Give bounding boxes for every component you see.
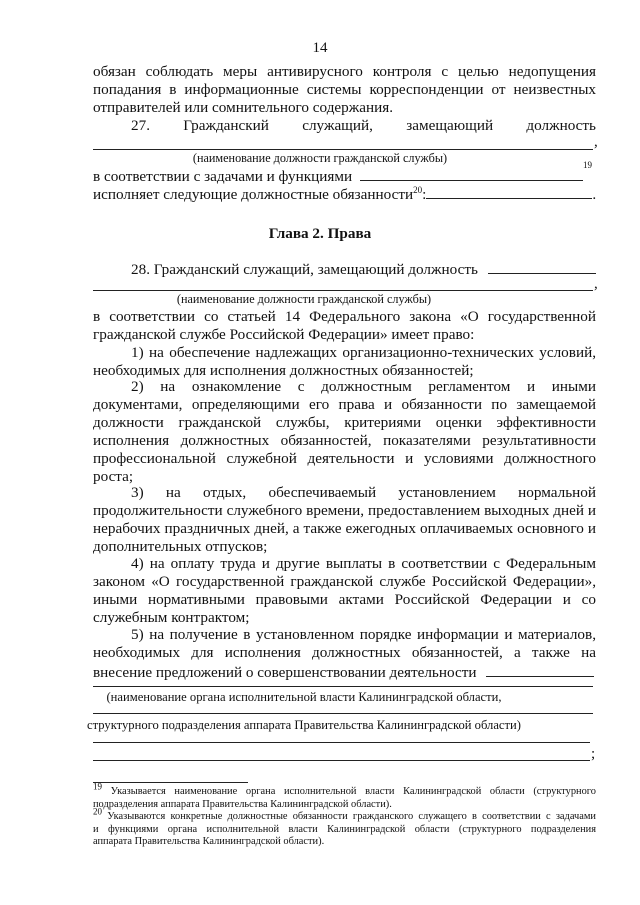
item-28-line-1-text: 28. Гражданский служащий, замещающий должность (131, 261, 478, 278)
item-28-line-2: в соответствии со статьей 14 Федерального закона «О государственной (93, 308, 596, 325)
item-27-colon: : (422, 186, 427, 203)
right-2-line-2: документами, определяющими его права и обязанности по замещаемой (93, 396, 596, 413)
right-2-line-3: должности гражданской службы, критериями оценки эффективности (93, 414, 596, 431)
right-2-line-4: исполнения должностных обязанностей, показателями результативности (93, 432, 596, 449)
item-28-line-end: , (594, 276, 598, 292)
item-27-line-2-text: в соответствии с задачами и функциями (93, 168, 353, 185)
item-27-line-3-end: . (592, 186, 596, 203)
item-28-caption: (наименование должности гражданской службы) (176, 292, 432, 306)
org-caption-2: структурного подразделения аппарата Правительства Калининградской области) (87, 718, 521, 732)
footnote-19-mark: 19 (93, 781, 102, 792)
item-27-caption: (наименование должности гражданской службы) (192, 151, 448, 165)
footnote-ref-20: 20 (413, 184, 423, 195)
item-27-line-end: , (594, 134, 598, 150)
footnote-20-mark: 20 (93, 806, 102, 817)
right-1-line-2: необходимых для исполнения должностных обязанностей; (93, 362, 474, 379)
chapter-heading: Глава 2. Права (268, 225, 372, 242)
footnote-ref-19: 19 (583, 160, 592, 170)
intro-line-1: обязан соблюдать меры антивирусного контроля с целью недопущения (93, 63, 596, 80)
item-27-position-blank (93, 149, 593, 150)
org-blank-3 (93, 742, 590, 743)
item-27-word-1: Гражданский (183, 117, 269, 134)
footnote-19-line-1 (93, 781, 596, 799)
right-3-line-4: дополнительных отпусков; (93, 538, 268, 555)
item-27-word-4: должность (526, 117, 596, 134)
right-4-line-1: 4) на оплату труда и другие выплаты в соответствии с Федеральным (131, 555, 596, 572)
activity-blank-1 (486, 662, 594, 677)
item-27-number: 27. (131, 117, 150, 134)
org-blank-1 (93, 686, 593, 687)
page-number: 14 (312, 40, 328, 56)
org-caption-1: (наименование органа исполнительной власти Калининградской области, (106, 690, 502, 704)
right-4-line-4: служебным контрактом; (93, 609, 250, 626)
org-blank-2 (93, 713, 593, 714)
right-4-line-3: иными нормативными правовыми актами Российской Федерации и со (93, 591, 596, 608)
footnote-separator (93, 782, 248, 783)
right-3-line-1: 3) на отдых, обеспечиваемый установлением нормальной (131, 484, 596, 501)
item-28-position-blank-2 (93, 290, 593, 291)
item-27-line-3-text: исполняет следующие должностные обязанности (93, 186, 414, 203)
right-4-line-2: законом «О государственной гражданской службе Российской Федерации», (93, 573, 596, 590)
right-2-line-1: 2) на ознакомление с должностным регламентом и иными (131, 378, 596, 395)
right-5-line-1: 5) на получение в установленном порядке информации и материалов, (131, 626, 596, 643)
right-2-line-6: роста; (93, 468, 134, 485)
intro-line-2: попадания в информационные системы корреспонденции от неизвестных (93, 81, 596, 98)
intro-line-3: отправителей или сомнительного содержания. (93, 99, 394, 116)
footnote-20-line-2: и функциями органа исполнительной власти Калининградской области (структурного подразделения (93, 823, 596, 835)
right-5-line-2: необходимых для исполнения должностных обязанностей, а также на (93, 644, 596, 661)
right-2-line-5: профессиональной служебной деятельности и условиями должностного (93, 450, 596, 467)
footnote-20-line-3: аппарата Правительства Калининградской области). (93, 836, 325, 847)
footnote-19-text-1: Указывается наименование органа исполнительной власти Калининградской области (структурного (110, 786, 596, 797)
item-27-line-1 (131, 117, 596, 135)
footnote-20 (93, 806, 596, 849)
item-27-duties-blank (426, 184, 592, 199)
footnote-19 (93, 781, 596, 811)
right-5-line-3 (93, 662, 596, 682)
right-3-line-3: нерабочих праздничных дней, а также ежегодных оплачиваемых основного и (93, 520, 596, 537)
item-27-word-3: замещающий (406, 117, 494, 134)
right-5-line-3-text: внесение предложений о совершенствовании деятельности (93, 664, 477, 681)
item-27-line-2 (93, 166, 596, 186)
footnote-20-line-1 (93, 806, 596, 824)
item-28-line-1 (131, 259, 596, 279)
final-semicolon: ; (591, 746, 596, 762)
item-27-word-2: служащий, (302, 117, 373, 134)
right-3-line-2: продолжительности служебного времени, предоставлением выходных дней и (93, 502, 596, 519)
item-27-line-3 (93, 184, 596, 204)
org-blank-4 (93, 760, 590, 761)
item-27-functions-blank (360, 166, 583, 181)
footnote-19-line-2: подразделения аппарата Правительства Калининградской области). (93, 798, 392, 810)
footnote-20-text-1: Указываются конкретные должностные обязанности гражданского служащего в соответствии с задачами (107, 811, 596, 822)
item-28-position-blank-1 (488, 259, 596, 274)
right-1-line-1: 1) на обеспечение надлежащих организационно-технических условий, (131, 344, 596, 361)
item-28-line-3: гражданской службе Российской Федерации» имеет право: (93, 326, 475, 343)
